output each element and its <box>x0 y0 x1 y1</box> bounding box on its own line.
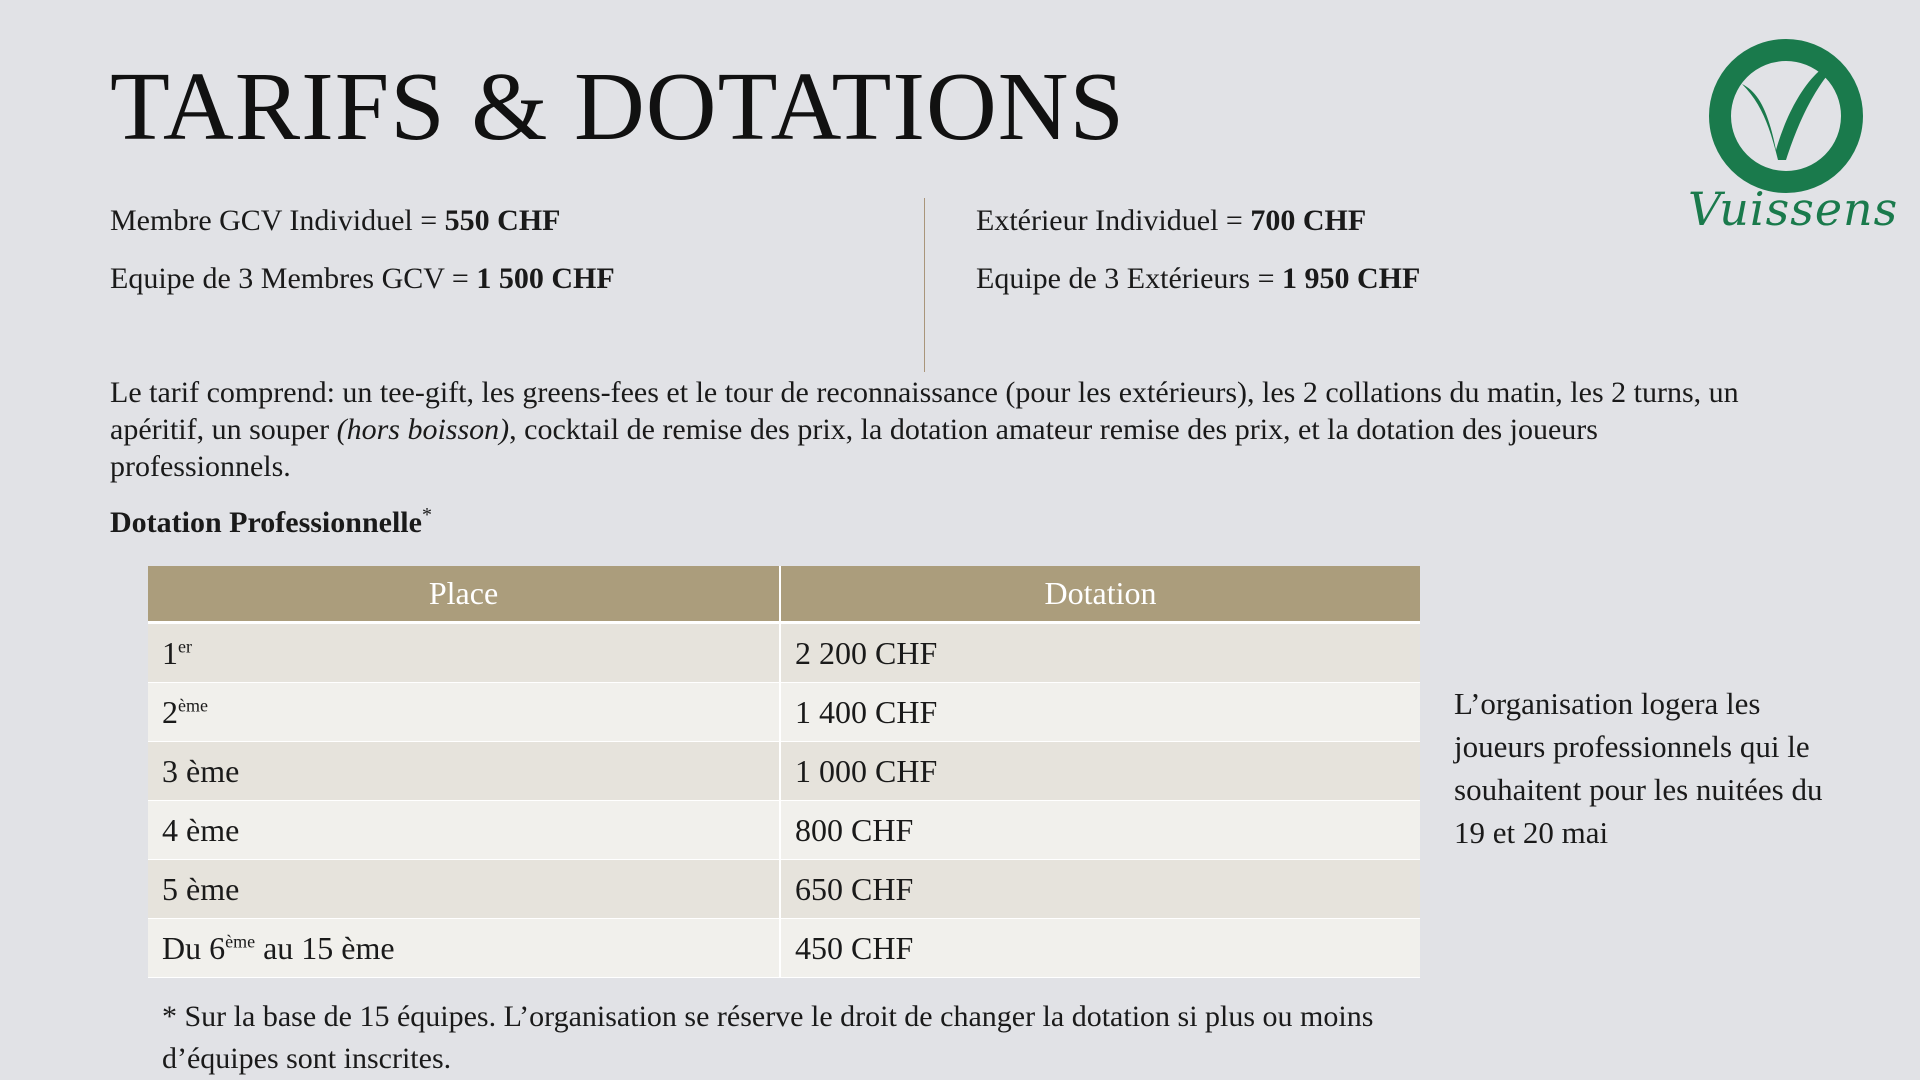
place-cell: 1er <box>148 623 780 683</box>
price-member-individual: Membre GCV Individuel = 550 CHF <box>110 204 561 237</box>
place-cell: 2ème <box>148 683 780 742</box>
dotation-cell: 650 CHF <box>780 860 1420 919</box>
column-header-dotation: Dotation <box>780 566 1420 623</box>
dotation-cell: 800 CHF <box>780 801 1420 860</box>
place-cell: 3 ème <box>148 742 780 801</box>
dotation-table <box>148 566 1420 978</box>
price-member-team: Equipe de 3 Membres GCV = 1 500 CHF <box>110 262 615 295</box>
dotation-cell: 450 CHF <box>780 919 1420 978</box>
price-external-individual: Extérieur Individuel = 700 CHF <box>976 204 1367 237</box>
dotation-cell: 1 000 CHF <box>780 742 1420 801</box>
table-header-row <box>148 566 1420 623</box>
tariff-includes-text: Le tarif comprend: un tee-gift, les greens-fees et le tour de reconnaissance (pour les extérieurs), les 2 collations du matin, les 2 turns, un apéritif, un souper (hors boisson), cocktail de remise des prix, la dotation amateur remise des prix, et la dotation des joueurs professionnels. <box>110 376 1739 483</box>
table-row <box>148 683 1420 742</box>
price-divider <box>924 198 925 372</box>
table-row <box>148 801 1420 860</box>
table-row <box>148 919 1420 978</box>
page-title: TARIFS & DOTATIONS <box>110 53 1126 161</box>
section-heading: Dotation Professionnelle* <box>110 504 432 539</box>
place-cell: 5 ème <box>148 860 780 919</box>
table-row <box>148 742 1420 801</box>
place-cell: 4 ème <box>148 801 780 860</box>
accommodation-note: L’organisation logera les joueurs professionnels qui le souhaitent pour les nuitées du 19 et 20 mai <box>1454 686 1823 850</box>
dotation-cell: 1 400 CHF <box>780 683 1420 742</box>
table-row <box>148 860 1420 919</box>
price-external-team: Equipe de 3 Extérieurs = 1 950 CHF <box>976 262 1421 295</box>
column-header-place: Place <box>148 566 780 623</box>
place-cell: Du 6ème au 15 ème <box>148 919 780 978</box>
logo-wordmark: Vuissens <box>1688 182 1899 236</box>
table-row <box>148 623 1420 683</box>
dotation-cell: 2 200 CHF <box>780 623 1420 683</box>
footnote: * Sur la base de 15 équipes. L’organisation se réserve le droit de changer la dotation si plus ou moins d’équipes sont inscrites. <box>162 1000 1374 1075</box>
